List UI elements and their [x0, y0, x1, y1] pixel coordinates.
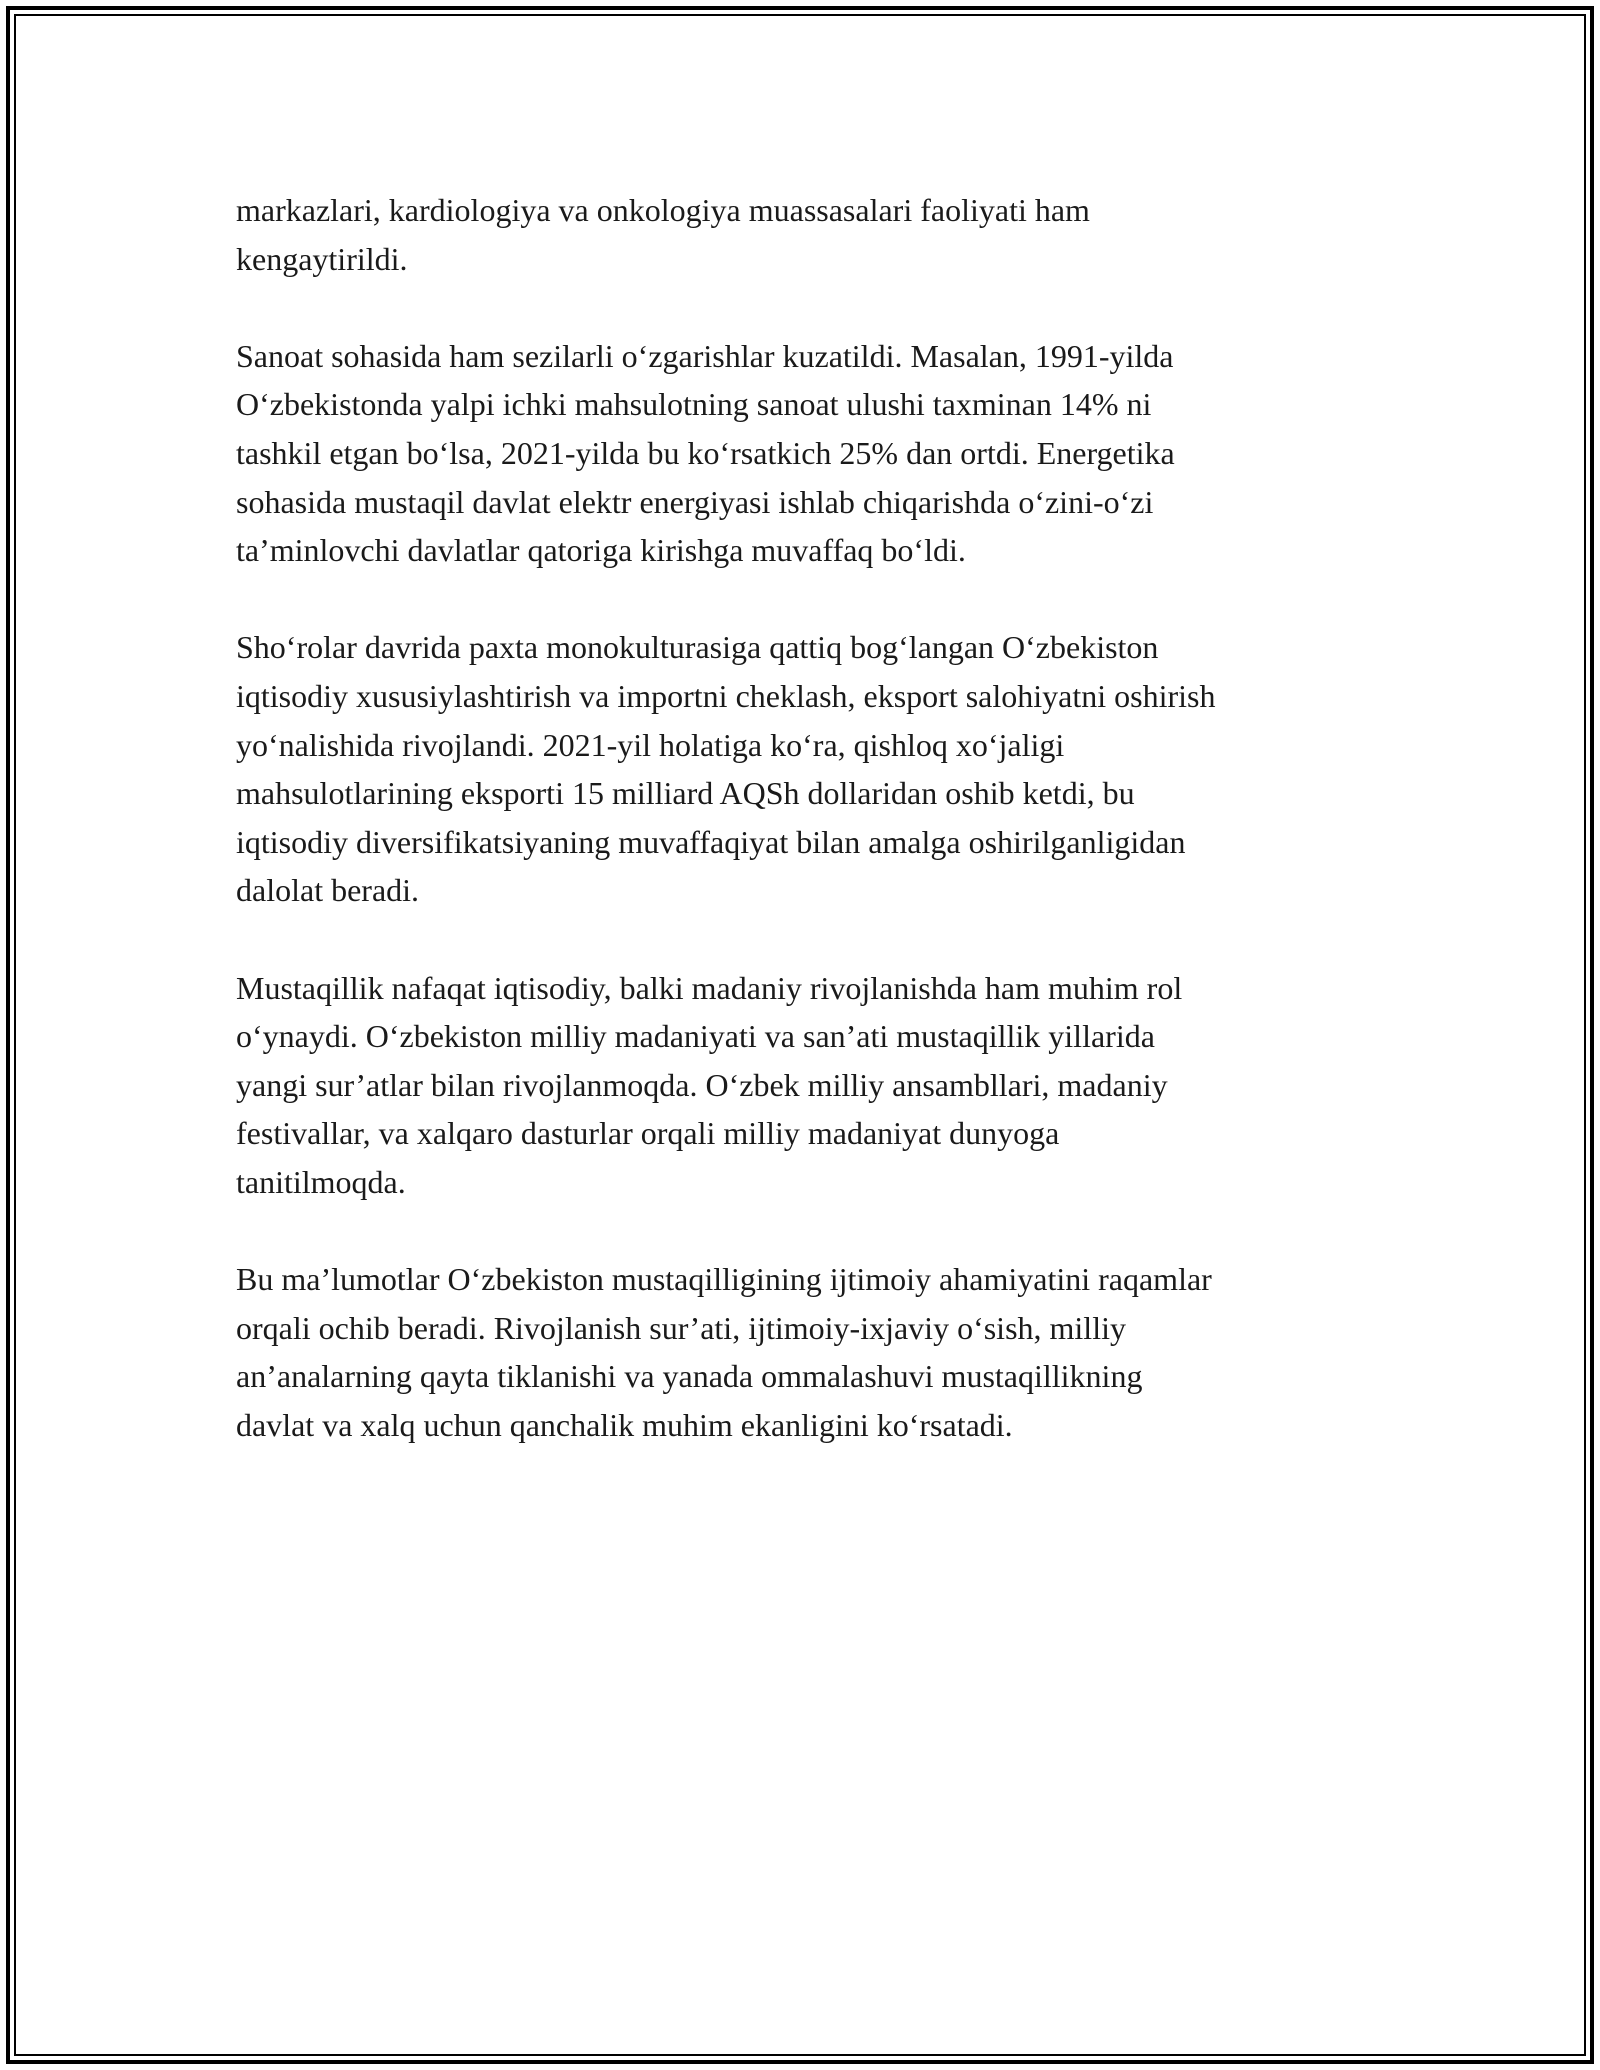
document-body — [236, 186, 1396, 1498]
paragraph-4: Mustaqillik nafaqat iqtisodiy, balki madaniy rivojlanishda ham muhim rol o‘ynaydi. O‘zbekiston milliy madaniyati va san’ati mustaqillik yillarida yangi sur’atlar bilan rivojlanmoqda. O‘zbek milliy ansambllari, madaniy festivallar, va xalqaro dasturlar orqali milliy madaniyat dunyoga tanitilmoqda. — [236, 969, 1183, 1200]
paragraph-1: markazlari, kardiologiya va onkologiya muassasalari faoliyati ham kengaytirildi. — [236, 192, 1090, 277]
paragraph-3: Sho‘rolar davrida paxta monokulturasiga qattiq bog‘langan O‘zbekiston iqtisodiy xususiylashtirish va importni cheklash, eksport salohiyatni oshirish yo‘nalishida rivojlandi. 2021-yil holatiga ko‘ra, qishloq xo‘jaligi mahsulotlarining eksporti 15 milliard AQSh dollaridan oshib ketdi, bu iqtisodiy diversifikatsiyaning muvaffaqiyat bilan amalga oshirilganligidan dalolat beradi. — [236, 629, 1216, 909]
paragraph-5: Bu ma’lumotlar O‘zbekiston mustaqilligining ijtimoiy ahamiyatini raqamlar orqali ochib beradi. Rivojlanish sur’ati, ijtimoiy-ixjaviy o‘sish, milliy an’analarning qayta tiklanishi va yanada ommalashuvi mustaqillikning davlat va xalq uchun qanchalik muhim ekanligini ko‘rsatadi. — [236, 1261, 1212, 1443]
paragraph-2: Sanoat sohasida ham sezilarli o‘zgarishlar kuzatildi. Masalan, 1991-yilda O‘zbekistonda yalpi ichki mahsulotning sanoat ulushi taxminan 14% ni tashkil etgan bo‘lsa, 2021-yilda bu ko‘rsatkich 25% dan ortdi. Energetika sohasida mustaqil davlat elektr energiyasi ishlab chiqarishda o‘zini-o‘zi ta’minlovchi davlatlar qatoriga kirishga muvaffaq bo‘ldi. — [236, 337, 1175, 569]
